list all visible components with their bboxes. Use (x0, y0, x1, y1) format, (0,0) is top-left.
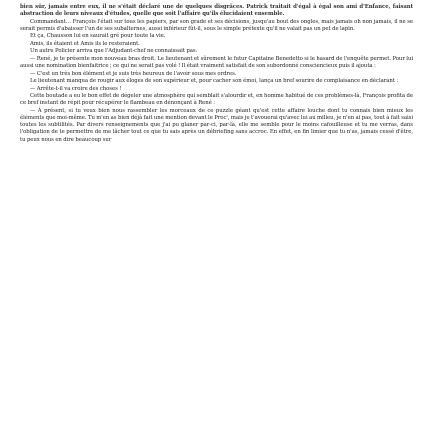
paragraph-6: — René, je te présente mon nouveau bras droit. Le lieutenant et sûrement le futur Capitaine Benedetto si le hasard de l'enquête permet. Pour lui aussi une nomination bienfaitrice ; ce qui ne serait pas volé ! Il était vraiment satisfait de son subordonné consciencieux puis il ajouta : (20, 55, 413, 70)
paragraph-1: bien sûr, jamais entre eux, il ne s'était déclaré une de quelques disgrâces. Patrick traitait d'égal à égal son ami d'Enfance, faisant abstraction de leurs niveaux d'études, quelle que soit l'affaire qu'ils élucidaient ensemble. (20, 4, 413, 18)
paragraph-8: Le lieutenant manqua de rougir aux éloges de son supérieur et, pour cacher son émoi, lança un bref sourire de complaisance en déclarant : (30, 78, 399, 85)
paragraph-7: — C'est un très bon élément et je suis très heureux de l'avoir sous mes ordres. (30, 70, 237, 77)
paragraph-2: Commandant… François l'était sur tous les papiers, par son grade et ses décisions, jusqu'au bout des ongles, mais jamais oh non jamais, il ne se serait permis d'abaisser l'un de ses subalternes, aussi inférieur fût-il, sous le simple prétexte qu'il ne valait pas un pet de lapin. (20, 18, 413, 32)
paragraph-3: Et ça, Chausson lui en saurait gré pour toute la vie. (30, 33, 166, 40)
paragraph-4: Amis, ils étaient et Amis ils le resteraient. (30, 40, 140, 47)
paragraph-5: Un autre Policier arriva que l'Adjudant-chef ne connaissait pas. (30, 48, 198, 55)
paragraph-11: — À présent, si tu veux bien nous rassembler les morceaux de ce puzzle géant qu'est cette affaire louche dont tu connais bien mieux les éléments que moi-même. Tu m'en as bien déjà fait une mention devant le Proc', mais je t'avouerai qu'avec lui au milieu, je n'en ai pas, tout à fait saisi toutes les subtilités. Par divers renseignements que j'ai pu glaner par-ci, par-là, elle me semble pour le moins cafouilleuse et tu me verras, dans l'obligation de te permettre de me lâcher tout ce que tu sais après un débriefing sans accroc. En effet, en fin limier que tu n'as, jamais cessé d'être, tu peux nous en dire beaucoup sur (20, 107, 413, 143)
paragraph-10: Cette boutade a eu le bon effet de dégeler une atmosphère qui semblait s'alourdir et, en homme habitué de ces problèmes-là, François profita de ce bref instant de répit pour récupérer le flambeau en dénonçant à René : (20, 93, 413, 107)
paragraph-9: — Arrête-t-il va croire des choses ! (30, 85, 122, 92)
